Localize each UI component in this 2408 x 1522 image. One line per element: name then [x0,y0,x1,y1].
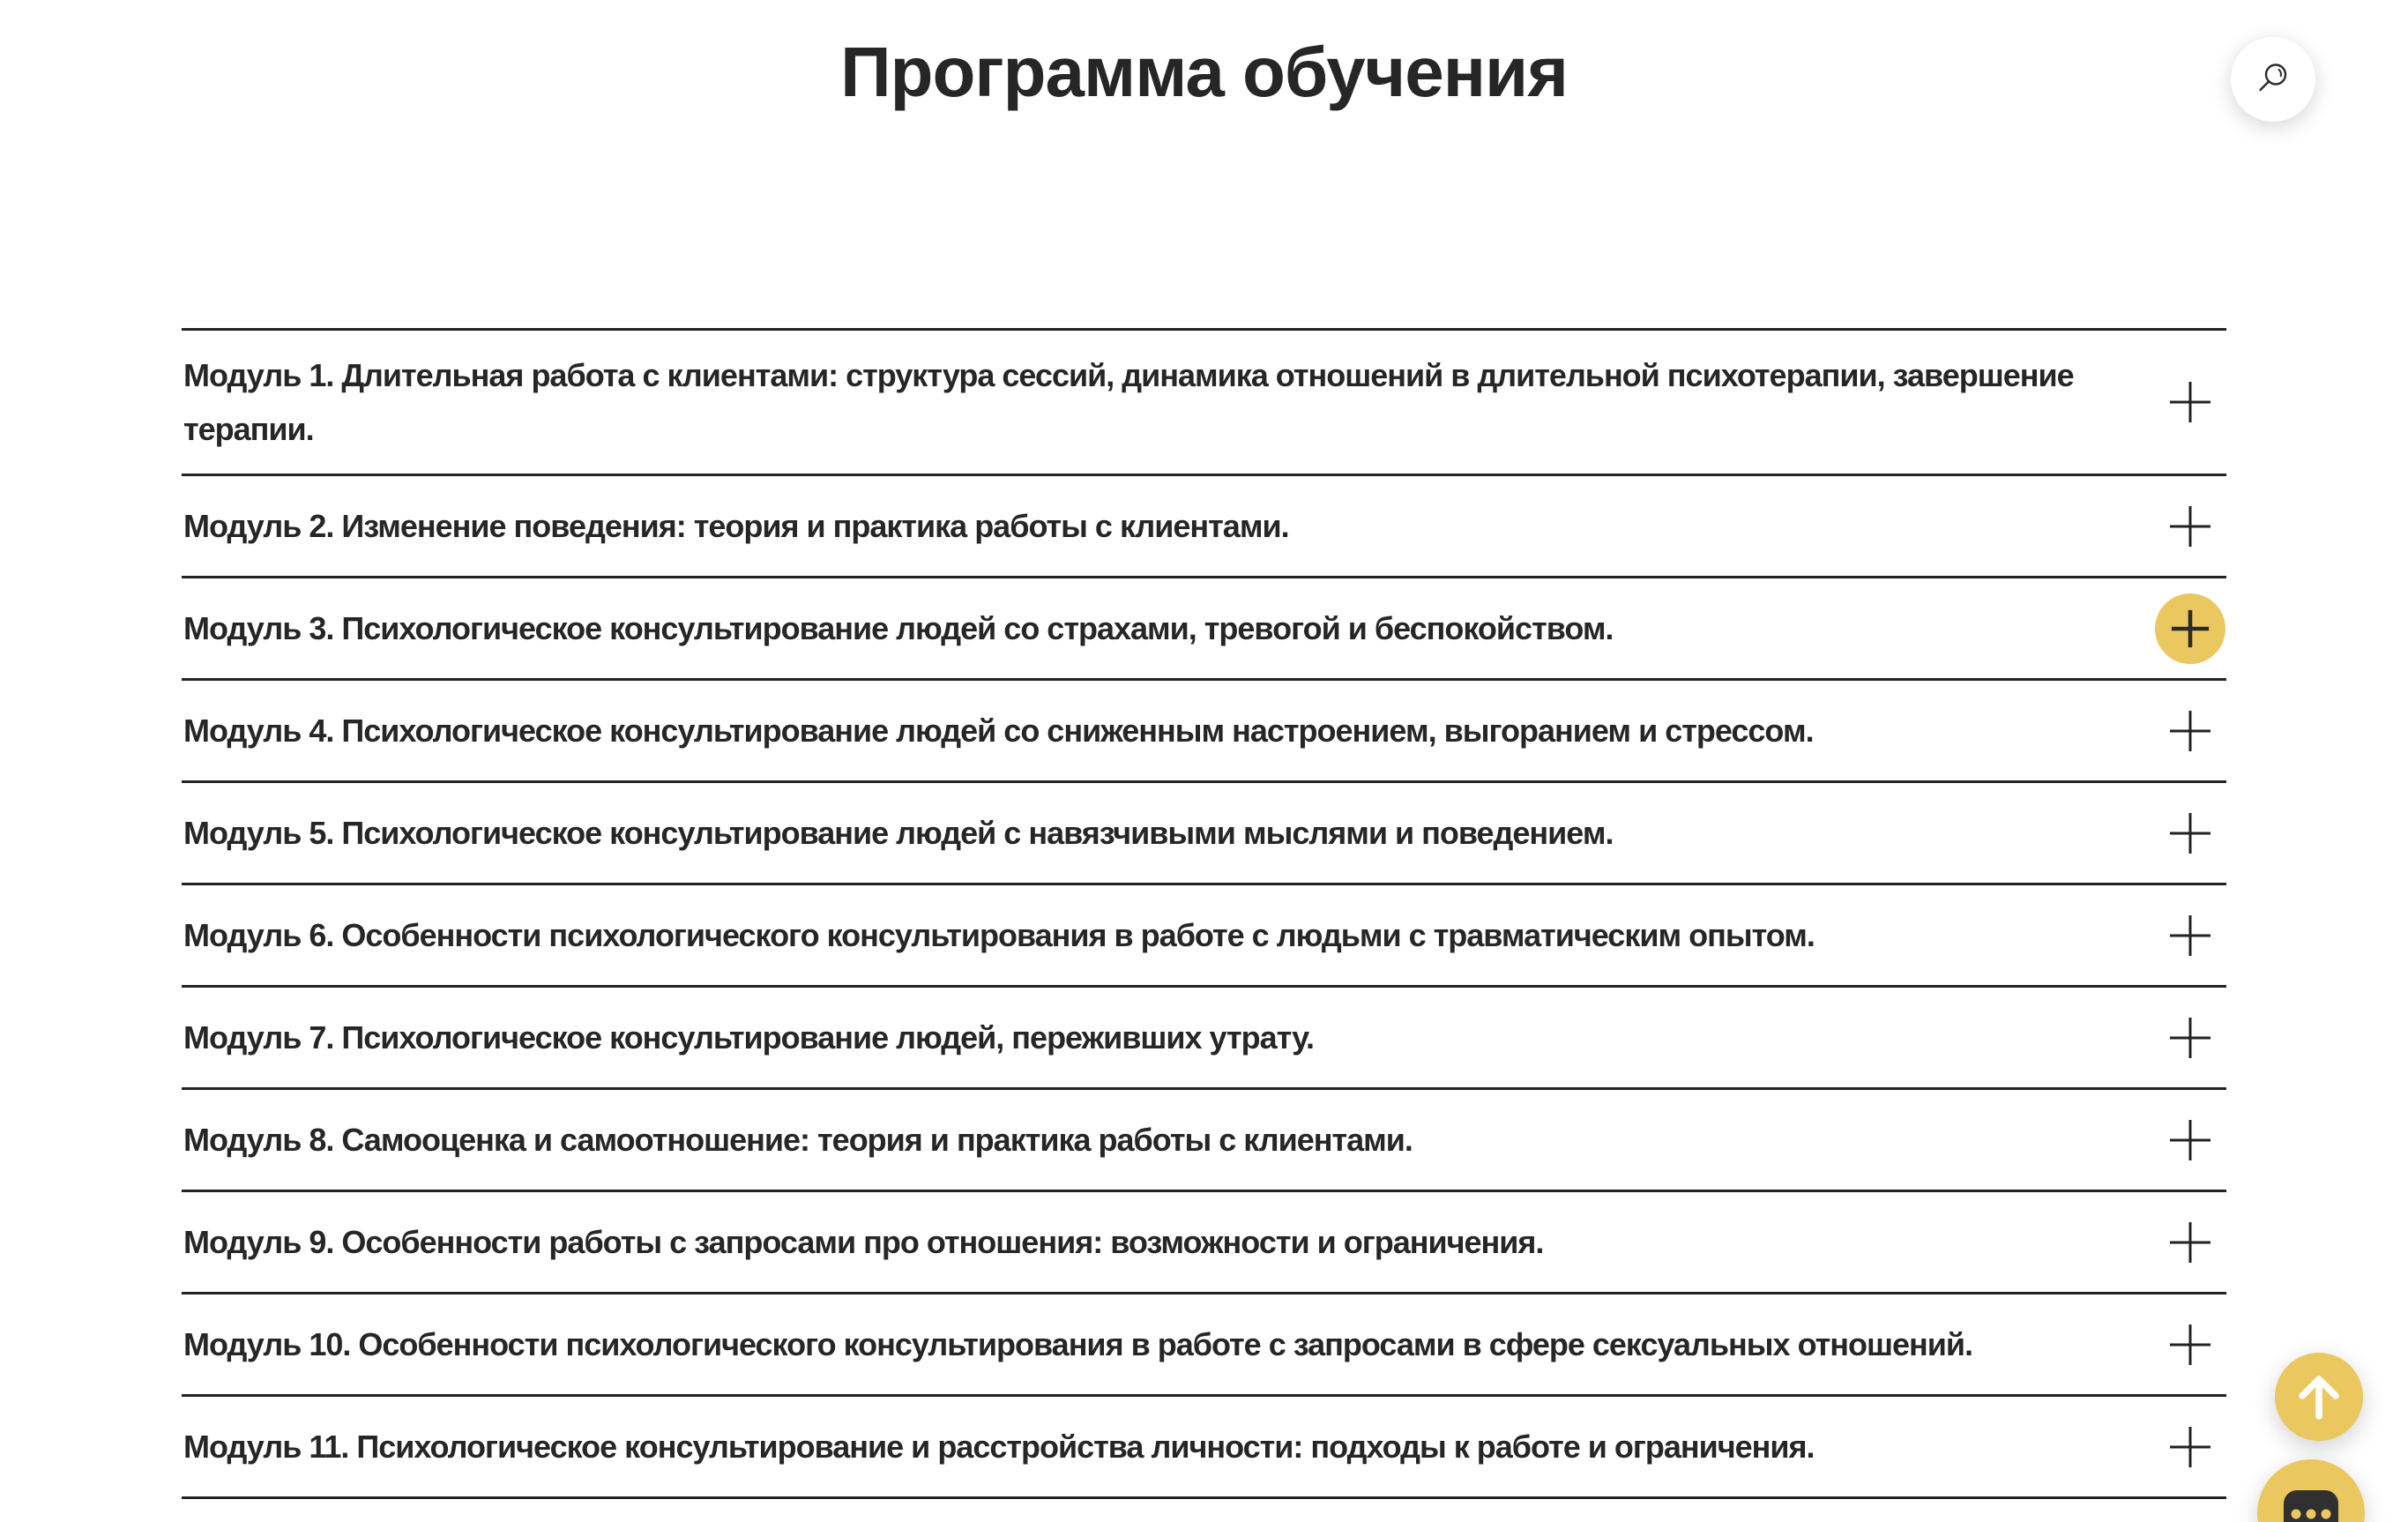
search-button[interactable] [2231,37,2315,122]
expand-toggle[interactable] [2169,710,2211,752]
module-title: Модуль 5. Психологическое консультирование людей с навязчивыми мыслями и поведением. [183,814,1614,851]
arrow-up-icon [2275,1353,2363,1441]
accordion-row[interactable] [182,1190,2226,1292]
plus-icon [2169,1221,2211,1264]
expand-toggle[interactable] [2169,1324,2211,1366]
accordion-row[interactable] [182,576,2226,678]
page-title: Программа обучения [840,33,1568,111]
accordion-row[interactable] [182,1394,2226,1496]
module-title: Модуль 2. Изменение поведения: теория и практика работы с клиентами. [183,507,1289,544]
plus-icon [2169,381,2211,423]
module-title: Модуль 8. Самооценка и самоотношение: теория и практика работы с клиентами. [183,1121,1413,1158]
module-title: Модуль 1. Длительная работа с клиентами: структура сессий, динамика отношений в длительной психотерапии, завершение терапии. [183,356,2074,447]
program-accordion [182,328,2226,1499]
accordion-row[interactable] [182,780,2226,883]
expand-toggle[interactable] [2169,1426,2211,1468]
plus-icon [2169,1426,2211,1468]
module-title: Модуль 10. Особенности психологического консультирования в работе с запросами в сфере сексуальных отношений. [183,1325,1973,1362]
plus-icon [2169,812,2211,854]
plus-icon [2169,914,2211,957]
plus-icon [2169,710,2211,752]
accordion-row[interactable] [182,883,2226,985]
accordion-row[interactable] [182,1087,2226,1190]
accordion-row[interactable] [182,328,2226,474]
module-title: Модуль 7. Психологическое консультирование людей, переживших утрату. [183,1018,1315,1056]
accordion-row[interactable] [182,1292,2226,1394]
chat-icon [2257,1459,2365,1522]
expand-toggle[interactable] [2169,1221,2211,1264]
accordion-row[interactable] [182,678,2226,780]
accordion-row[interactable] [182,985,2226,1087]
module-title: Модуль 3. Психологическое консультирование людей со страхами, тревогой и беспокойством. [183,609,1614,646]
expand-toggle[interactable] [2169,505,2211,548]
module-title: Модуль 11. Психологическое консультирование и расстройства личности: подходы к работе и ограничения. [183,1428,1815,1465]
expand-toggle[interactable] [2169,1017,2211,1059]
module-title: Модуль 9. Особенности работы с запросами про отношения: возможности и ограничения. [183,1223,1544,1260]
module-title: Модуль 4. Психологическое консультирование людей со сниженным настроением, выгоранием и стрессом. [183,712,1814,749]
scroll-to-top-button[interactable] [2275,1353,2363,1441]
module-title: Модуль 6. Особенности психологического консультирования в работе с людьми с травматическим опытом. [183,916,1815,953]
expand-toggle[interactable] [2169,1119,2211,1161]
plus-icon [2169,505,2211,548]
chat-widget-button[interactable] [2257,1459,2365,1522]
plus-icon [2171,609,2210,648]
search-icon [2252,58,2294,101]
plus-icon [2169,1324,2211,1366]
expand-toggle[interactable] [2169,914,2211,957]
expand-toggle[interactable] [2169,812,2211,854]
expand-toggle[interactable] [2169,608,2211,650]
plus-icon [2169,1017,2211,1059]
expand-toggle[interactable] [2169,381,2211,423]
plus-icon [2169,1119,2211,1161]
accordion-row[interactable] [182,474,2226,576]
